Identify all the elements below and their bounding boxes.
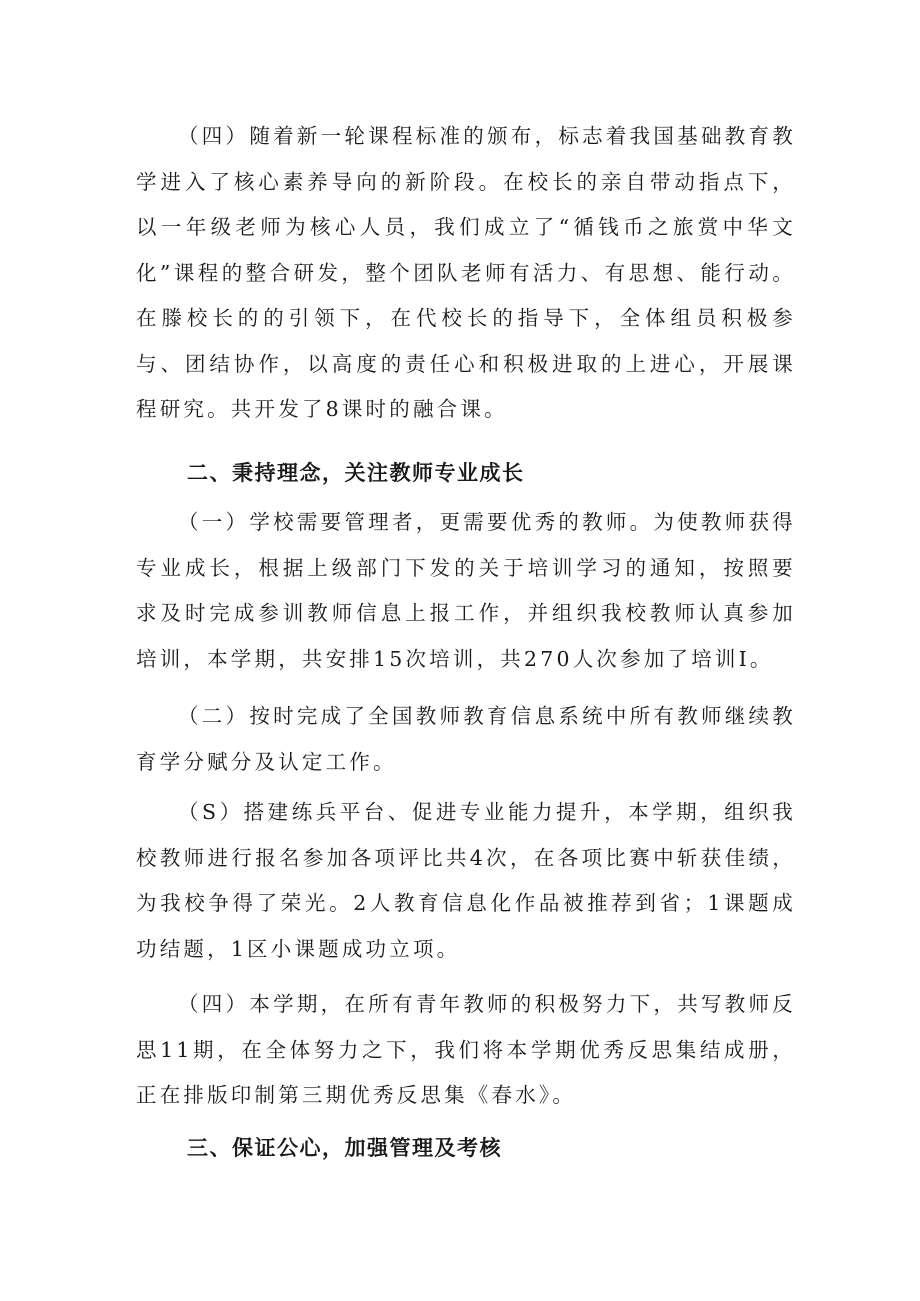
- paragraph-competitions: （S）搭建练兵平台、促进专业能力提升，本学期，组织我校教师进行报名参加各项评比共4次，在各项比赛中斩获佳绩，为我校争得了荣光。2人教育信息化作品被推荐到省；1课题成功结题，1区小课题成功立项。: [136, 800, 796, 961]
- section-heading-management: 三、保证公心，加强管理及考核: [187, 1136, 502, 1160]
- paragraph-reflections: （四）本学期，在所有青年教师的积极努力下，共写教师反思11期，在全体努力之下，我们将本学期优秀反思集结成册，正在排版印制第三期优秀反思集《春水》。: [136, 992, 796, 1107]
- section-heading-teacher-growth: 二、秉持理念，关注教师专业成长: [187, 461, 525, 485]
- paragraph-course-development: （四）随着新一轮课程标准的颁布，标志着我国基础教育教学进入了核心素养导向的新阶段。在校长的亲自带动指点下，以一年级老师为核心人员，我们成立了“循钱币之旅赏中华文化”课程的整合研发，整个团队老师有活力、有思想、能行动。在滕校长的的引领下，在代校长的指导下，全体组员积极参与、团结协作，以高度的责任心和积极进取的上进心，开展课程研究。共开发了8课时的融合课。: [136, 124, 796, 421]
- paragraph-credit-system: （二）按时完成了全国教师教育信息系统中所有教师继续教育学分赋分及认定工作。: [136, 704, 796, 774]
- paragraph-training: （一）学校需要管理者，更需要优秀的教师。为使教师获得专业成长，根据上级部门下发的关于培训学习的通知，按照要求及时完成参训教师信息上报工作，并组织我校教师认真参加培训，本学期，共安排15次培训，共270人次参加了培训I。: [136, 510, 796, 671]
